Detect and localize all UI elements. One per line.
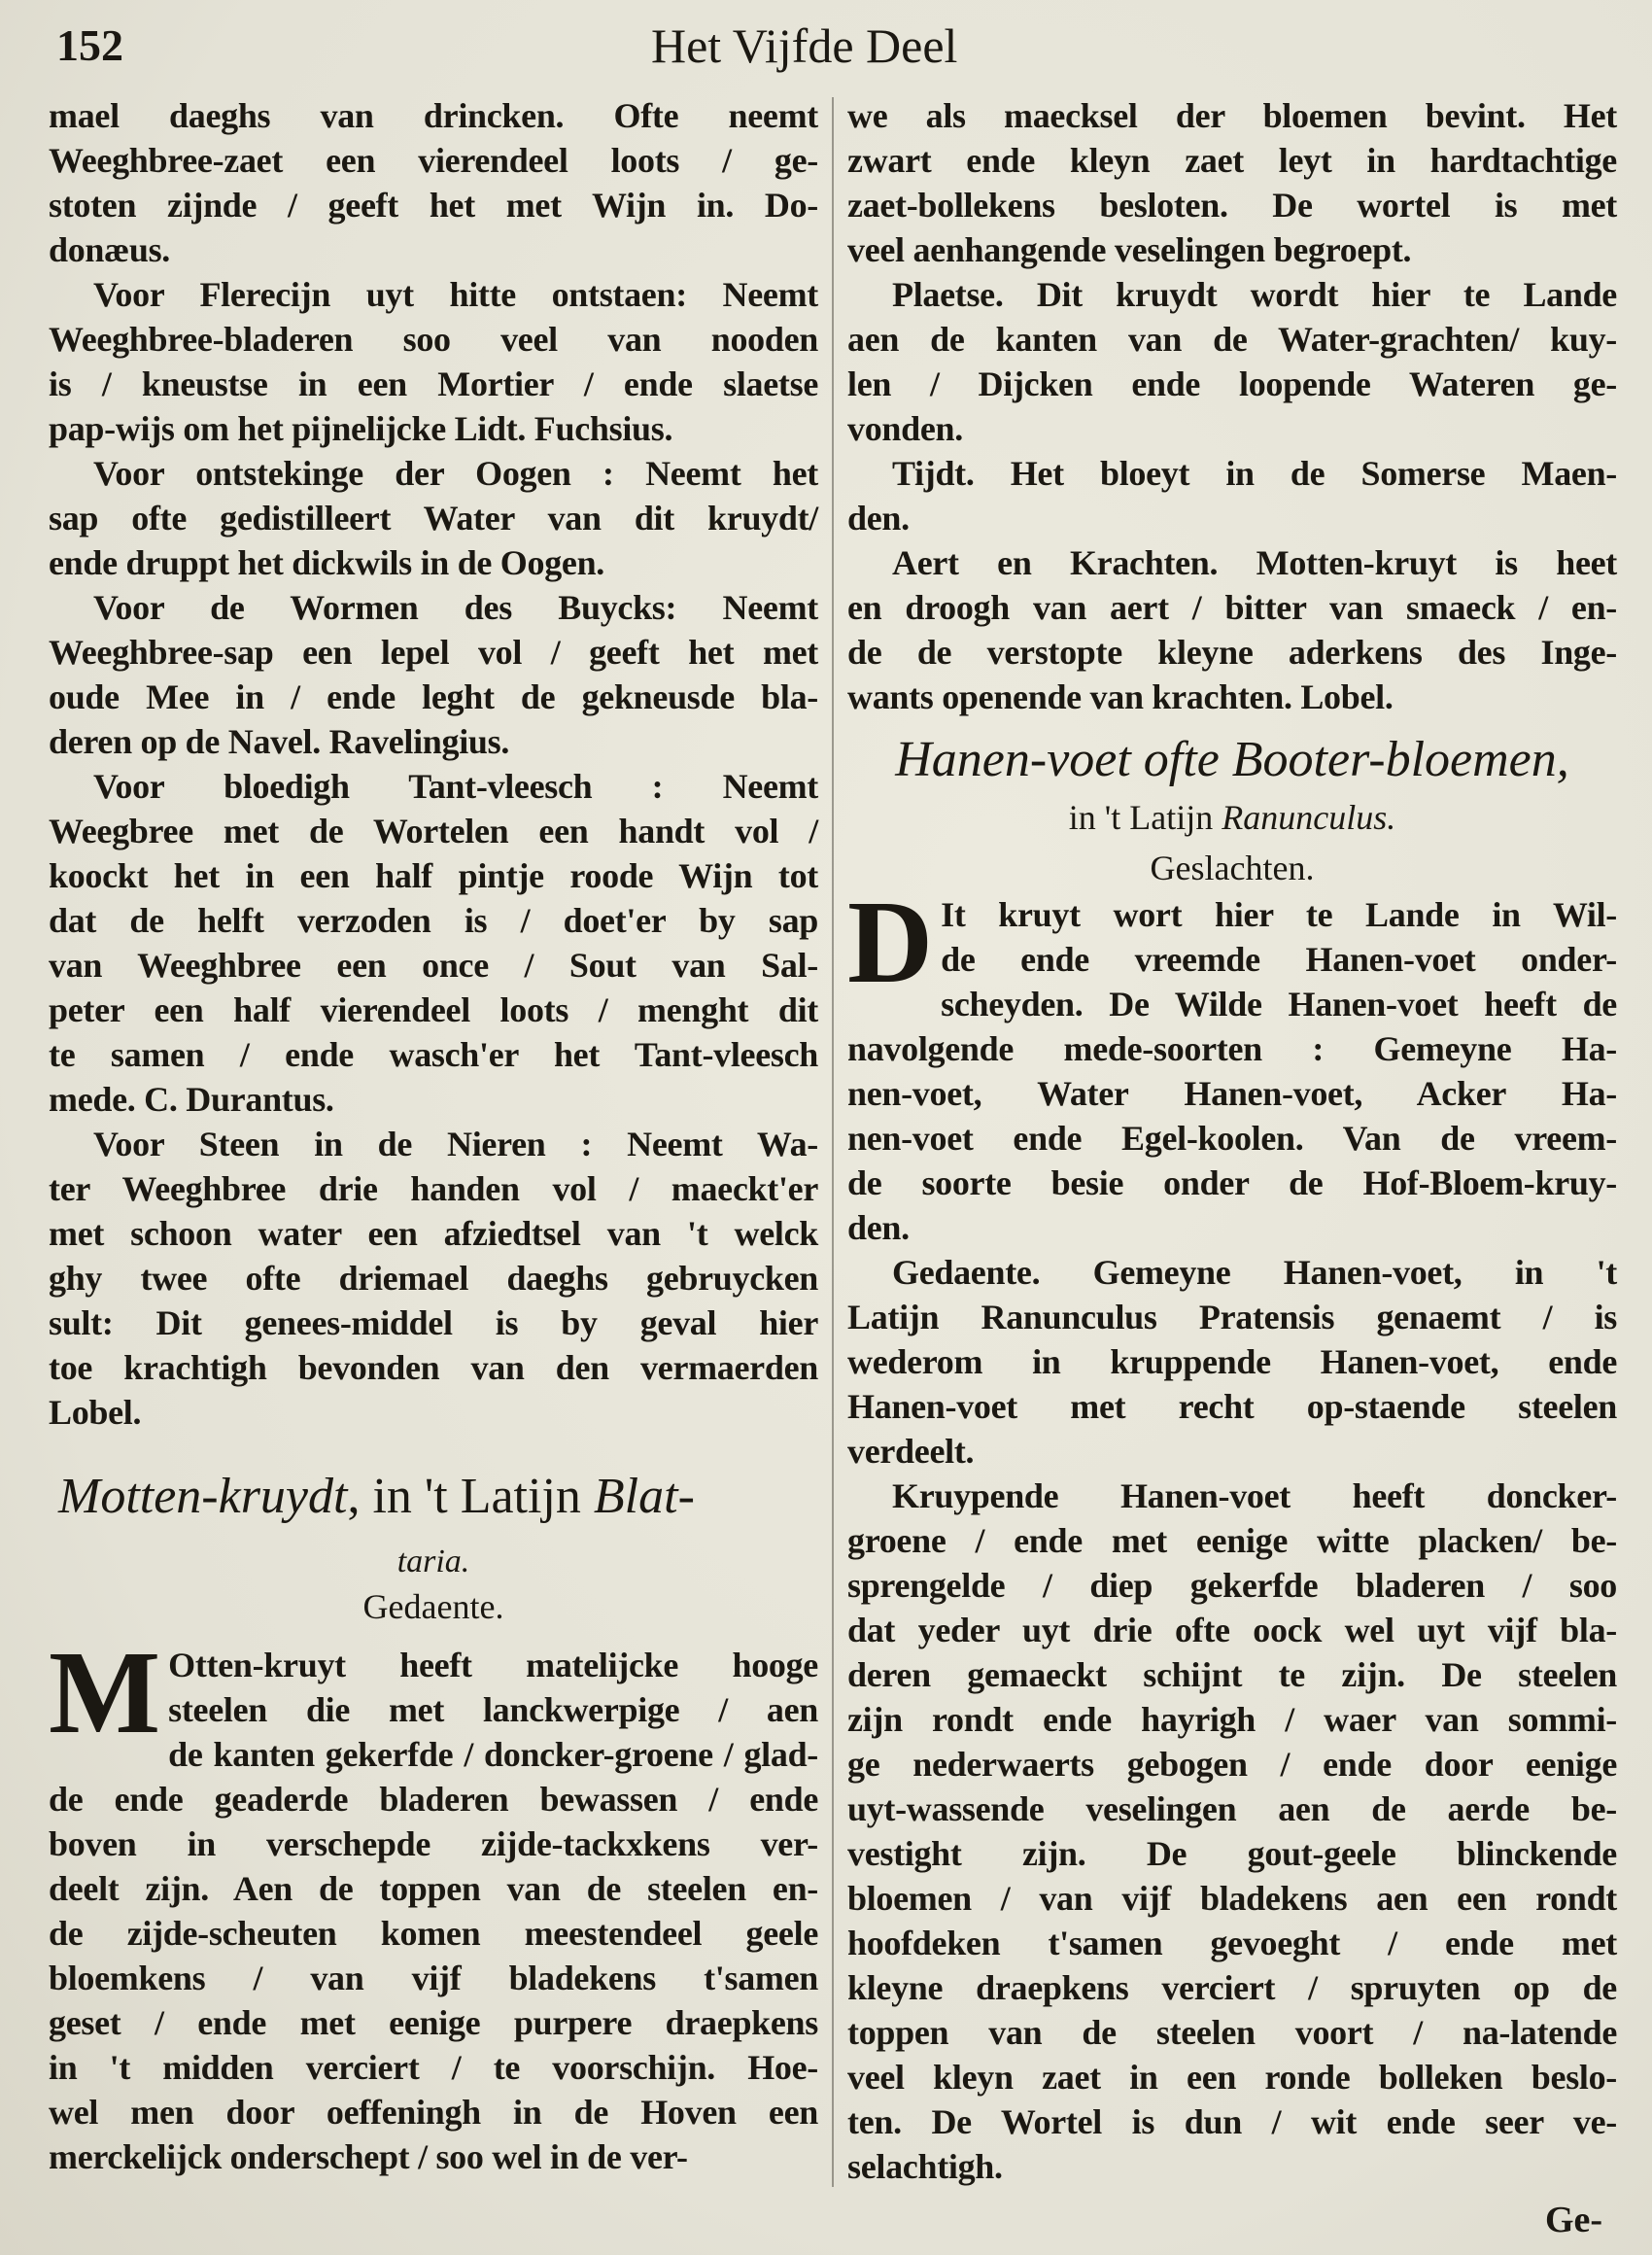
text-line: bloemen / van vijf bladekens aen een rondt <box>847 1879 1617 1918</box>
text-line: dat yeder uyt drie ofte oock wel uyt vijf bla- <box>847 1611 1617 1649</box>
text-line: boven in verschepde zijde-tackxkens ver- <box>49 1824 818 1863</box>
section-heading-motten-kruydt <box>58 1468 695 1525</box>
column-divider <box>832 97 834 2187</box>
text-line: Weegbree met de Wortelen een handt vol / <box>49 812 818 850</box>
paragraph <box>847 272 1617 451</box>
text-line: sap ofte gedistilleert Water van dit kruydt/ <box>49 499 818 538</box>
latin-name: Ranunculus. <box>1222 798 1396 837</box>
text-line: den. <box>847 1208 910 1247</box>
text-line: Lobel. <box>49 1393 142 1432</box>
heading-latin-prefix: , in 't Latijn <box>347 1469 594 1524</box>
text-line: met schoon water een afziedtsel van 't welck <box>49 1214 818 1253</box>
paragraph <box>49 272 818 451</box>
text-line: van Weeghbree een once / Sout van Sal- <box>49 946 818 985</box>
catchword: Ge- <box>1545 2200 1603 2240</box>
text-line: stoten zijnde / geeft het met Wijn in. Do- <box>49 186 818 225</box>
text-line: wederom in kruppende Hanen-voet, ende <box>847 1342 1617 1381</box>
text-line: geset / ende met eenige purpere draepkens <box>49 2003 818 2042</box>
text-line: we als maecksel der bloemen bevint. Het <box>847 96 1617 135</box>
text-line: ter Weeghbree drie handen vol / maeckt'er <box>49 1169 818 1208</box>
text-line: de ende geaderde bladeren bewassen / ende <box>49 1780 818 1819</box>
right-column-text <box>847 93 1617 719</box>
text-line: is / kneustse in een Mortier / ende slaetse <box>49 364 818 403</box>
text-line: ten. De Wortel is dun / wit ende seer ve- <box>847 2102 1617 2141</box>
text-line: toe krachtigh bevonden van den vermaerden <box>49 1348 818 1387</box>
text-line: Weeghbree-sap een lepel vol / geeft het met <box>49 633 818 672</box>
text-line: Weeghbree-bladeren soo veel van nooden <box>49 320 818 359</box>
text-line: Voor ontstekinge der Oogen : Neemt het <box>93 454 818 493</box>
text-line: den. <box>847 499 910 538</box>
text-line: len / Dijcken ende loopende Wateren ge- <box>847 364 1617 403</box>
text-line: de zijde-scheuten komen meestendeel geele <box>49 1914 818 1953</box>
text-line: Voor Flerecijn uyt hitte ontstaen: Neemt <box>93 275 818 314</box>
text-line: oude Mee in / ende leght de gekneusde bla- <box>49 677 818 716</box>
text-line: wel men door oeffeningh in de Hoven een <box>49 2093 818 2132</box>
drop-cap: M <box>49 1627 161 1758</box>
motten-kruydt-description <box>49 1627 818 2179</box>
text-line: Hanen-voet met recht op-staende steelen <box>847 1387 1617 1426</box>
text-line: ende druppt het dickwils in de Oogen. <box>49 543 605 582</box>
text-line: zwart ende kleyn zaet leyt in hardtachtige <box>847 141 1617 180</box>
paragraph <box>847 93 1617 272</box>
text-line: groene / ende met eenige witte placken/ be- <box>847 1521 1617 1560</box>
text-line: Weeghbree-zaet een vierendeel loots / ge- <box>49 141 818 180</box>
paragraph <box>49 93 818 272</box>
section-heading-hanen-voet: Hanen-voet ofte Booter-bloemen, <box>895 732 1569 787</box>
hanen-voet-kinds <box>847 877 1617 1250</box>
text-line: uyt-wassende veselingen aen de aerde be- <box>847 1789 1617 1828</box>
text-line: nen-voet, Water Hanen-voet, Acker Ha- <box>847 1074 1617 1113</box>
text-line: Voor de Wormen des Buycks: Neemt <box>93 588 818 627</box>
text-line: sprengelde / diep gekerfde bladeren / soo <box>847 1566 1617 1605</box>
text-line: de de verstopte kleyne aderkens des Inge- <box>847 633 1617 672</box>
paragraph <box>847 1250 1617 1474</box>
heading-latin-line <box>847 797 1617 838</box>
running-title: Het Vijfde Deel <box>651 18 958 73</box>
text-line: Otten-kruyt heeft matelijcke hooge <box>168 1646 818 1684</box>
hanen-voet-description <box>847 1250 1617 2189</box>
paragraph <box>49 1122 818 1435</box>
heading-continuation: taria. <box>396 1544 470 1579</box>
paragraph <box>49 585 818 764</box>
text-line: veel kleyn zaet in een ronde bolleken beslo- <box>847 2058 1617 2097</box>
text-line: en droogh van aert / bitter van smaeck / en- <box>847 588 1617 627</box>
subheading-geslachten: Geslachten. <box>1150 849 1315 887</box>
text-line: de soorte besie onder de Hof-Bloem-kruy- <box>847 1163 1617 1202</box>
text-line: Voor Steen in de Nieren : Neemt Wa- <box>93 1125 818 1163</box>
heading-latin-name: Blat- <box>593 1469 695 1524</box>
text-line: Tijdt. Het bloeyt in de Somerse Maen- <box>892 454 1617 493</box>
paragraph <box>847 451 1617 540</box>
text-line: verdeelt. <box>847 1432 975 1471</box>
left-column-text <box>49 93 818 1435</box>
paragraph <box>847 1474 1617 2189</box>
text-line: donæus. <box>49 230 170 269</box>
heading-plant-name: Motten-kruydt <box>58 1469 348 1524</box>
text-line: dat de helft verzoden is / doet'er by sap <box>49 901 818 940</box>
text-line: in 't midden verciert / te voorschijn. Hoe- <box>49 2048 818 2087</box>
text-line: deelt zijn. Aen de toppen van de steelen en- <box>49 1869 818 1908</box>
text-line: de kanten gekerfde / doncker-groene / glad- <box>168 1735 818 1774</box>
text-line: Voor bloedigh Tant-vleesch : Neemt <box>93 767 818 806</box>
text-line: bloemkens / van vijf bladekens t'samen <box>49 1959 818 1997</box>
paragraph <box>49 764 818 1122</box>
paragraph <box>49 1627 818 2179</box>
text-line: zaet-bollekens besloten. De wortel is met <box>847 186 1617 225</box>
text-line: scheyden. De Wilde Hanen-voet heeft de <box>941 985 1617 1023</box>
text-line: deren gemaeckt schijnt te zijn. De steelen <box>847 1655 1617 1694</box>
text-line: selachtigh. <box>847 2147 1003 2186</box>
text-line: vonden. <box>847 409 963 448</box>
paragraph <box>847 540 1617 719</box>
text-line: te samen / ende wasch'er het Tant-vleesch <box>49 1035 818 1074</box>
text-line: Gedaente. Gemeyne Hanen-voet, in 't <box>892 1253 1617 1292</box>
text-line: vestight zijn. De gout-geele blinckende <box>847 1834 1617 1873</box>
paragraph <box>847 877 1617 1250</box>
text-line: zijn rondt ende hayrigh / waer van sommi- <box>847 1700 1617 1739</box>
text-line: mede. C. Durantus. <box>49 1080 334 1119</box>
text-line: Kruypende Hanen-voet heeft doncker- <box>892 1476 1617 1515</box>
text-line: ghy twee ofte driemael daeghs gebruycken <box>49 1259 818 1298</box>
subheading-gedaente: Gedaente. <box>362 1587 504 1626</box>
text-line: ge nederwaerts gebogen / ende door eenige <box>847 1745 1617 1784</box>
text-line: merckelijck onderschept / soo wel in de ver- <box>49 2137 688 2176</box>
text-line: deren op de Navel. Ravelingius. <box>49 722 510 761</box>
text-line: toppen van de steelen voort / na-latende <box>847 2013 1617 2052</box>
text-line: veel aenhangende veselingen begroept. <box>847 230 1412 269</box>
text-line: mael daeghs van drincken. Ofte neemt <box>49 96 818 135</box>
text-line: aen de kanten van de Water-grachten/ kuy- <box>847 320 1617 359</box>
text-line: It kruyt wort hier te Lande in Wil- <box>941 895 1617 934</box>
text-line: wants openende van krachten. Lobel. <box>847 677 1394 716</box>
drop-cap: D <box>847 877 934 1008</box>
text-line: Plaetse. Dit kruydt wordt hier te Lande <box>892 275 1617 314</box>
text-line: steelen die met lanckwerpige / aen <box>168 1690 818 1729</box>
text-line: Aert en Krachten. Motten-kruyt is heet <box>892 543 1617 582</box>
text-line: hoofdeken t'samen gevoeght / ende met <box>847 1924 1617 1962</box>
paragraph <box>49 451 818 585</box>
text-line: nen-voet ende Egel-koolen. Van de vreem- <box>847 1119 1617 1158</box>
text-line: kleyne draepkens verciert / spruyten op de <box>847 1968 1617 2007</box>
text-line: sult: Dit genees-middel is by geval hier <box>49 1303 818 1342</box>
text-line: navolgende mede-soorten : Gemeyne Ha- <box>847 1029 1617 1068</box>
text-line: pap-wijs om het pijnelijcke Lidt. Fuchsius. <box>49 409 673 448</box>
page-number: 152 <box>56 20 123 70</box>
text-line: Latijn Ranunculus Pratensis genaemt / is <box>847 1298 1617 1336</box>
text-line: peter een half vierendeel loots / menght dit <box>49 990 818 1029</box>
text-line: koockt het in een half pintje roode Wijn tot <box>49 856 818 895</box>
latin-prefix: in 't Latijn <box>1068 798 1222 837</box>
text-line: de ende vreemde Hanen-voet onder- <box>941 940 1617 979</box>
